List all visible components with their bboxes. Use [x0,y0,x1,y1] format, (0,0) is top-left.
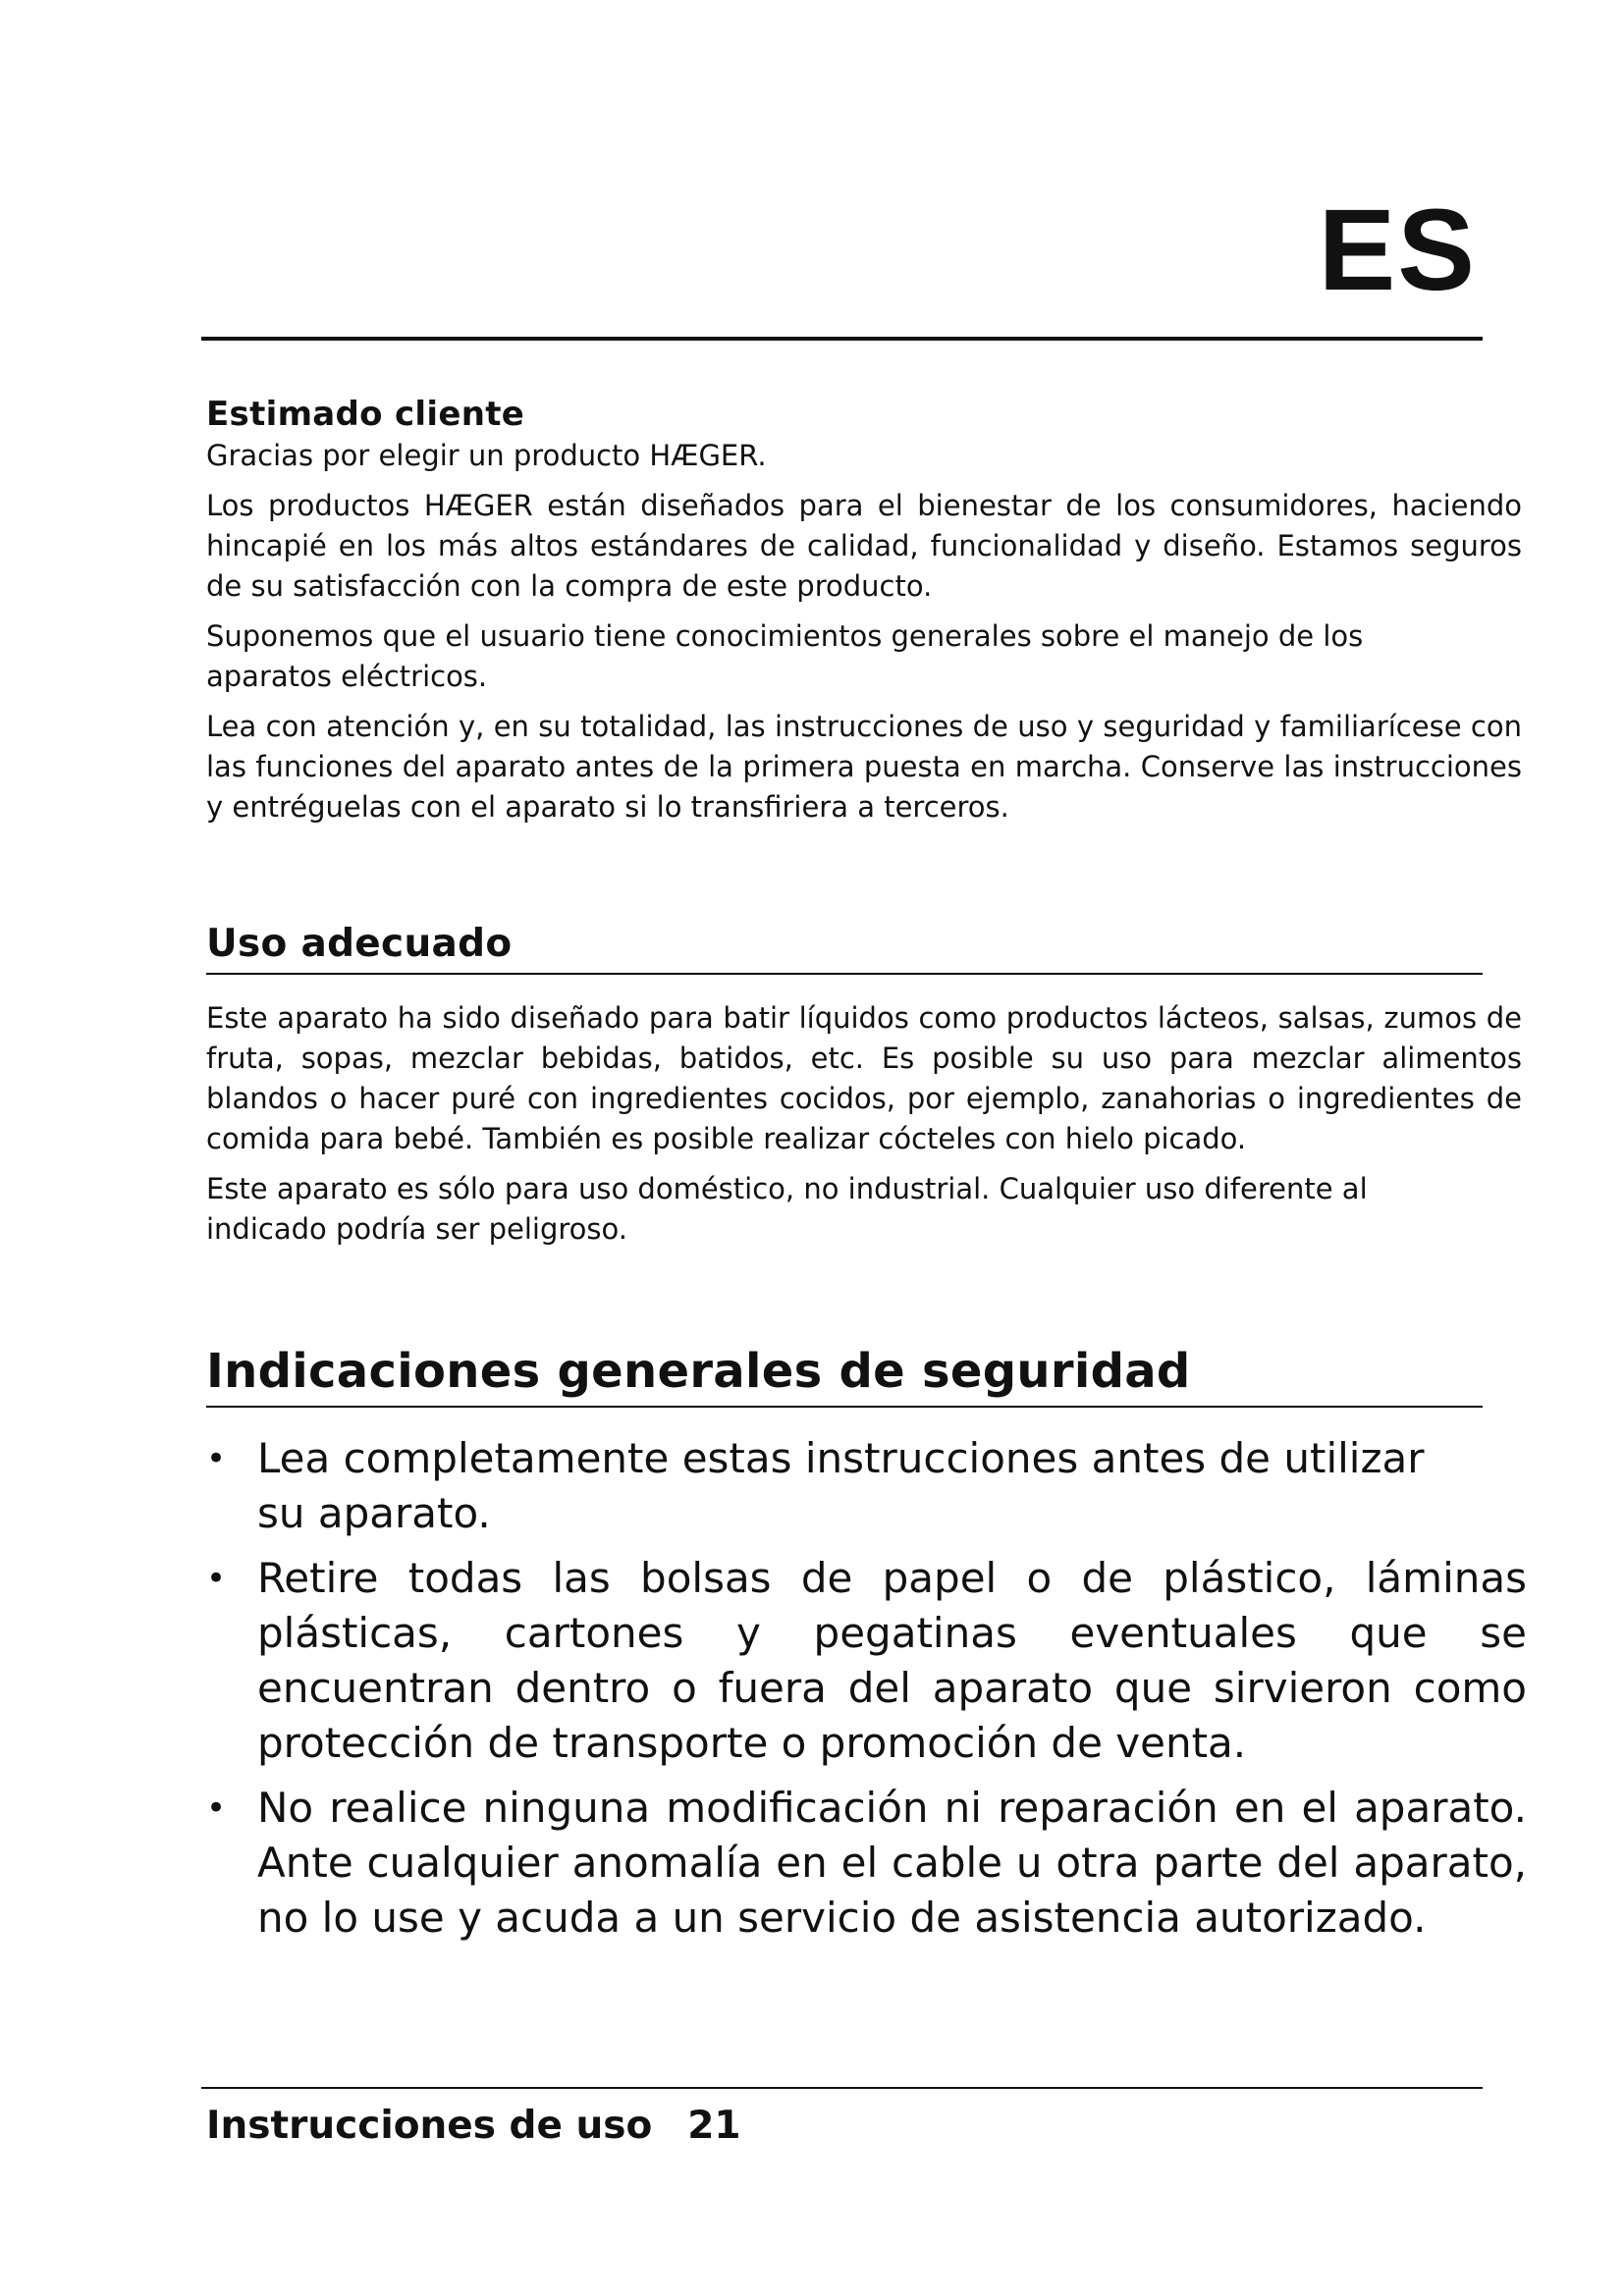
uso-paragraph: Este aparato es sólo para uso doméstico, no industrial. Cualquier uso diferente al indicado podría ser peligroso. [206,1172,1368,1246]
safety-list-item: • Retire todas las bolsas de papel o de plástico, láminas plásticas, cartones y pegatinas eventuales que se encuentran dentro o fuera del aparato que sirvieron como protección de transporte o promoción de venta. [206,1551,1527,1771]
page-number: 21 [687,2104,741,2148]
footer-label: Instrucciones de uso [206,2104,653,2148]
uso-heading: Uso adecuado [206,922,513,966]
intro-paragraph: Gracias por elegir un producto HÆGER. [206,439,767,472]
safety-list-item: • No realice ninguna modificación ni reparación en el aparato. Ante cualquier anomalía en el cable u otra parte del aparato, no lo use y acuda a un servicio de asistencia autorizado. [206,1781,1527,1946]
intro-section [206,393,1522,828]
intro-heading: Estimado cliente [206,395,525,434]
safety-heading: Indicaciones generales de seguridad [206,1344,1191,1399]
safety-section [206,1341,1527,1955]
uso-paragraph: Este aparato ha sido diseñado para batir líquidos como productos lácteos, salsas, zumos de fruta, sopas, mezclar bebidas, batidos, etc. Es posible su uso para mezclar alimentos blandos o hacer puré con ingredientes cocidos, por ejemplo, zanahorias o ingredientes de comida para bebé. También es posible realizar cócteles con hielo picado. [206,1001,1522,1155]
safety-list [206,1431,1527,1946]
uso-heading-rule [206,973,1483,975]
intro-paragraph: Los productos HÆGER están diseñados para el bienestar de los consumidores, haciendo hincapié en los más altos estándares de calidad, funcionalidad y diseño. Estamos seguros de su satisfacción con la compra de este producto. [206,489,1522,603]
uso-section [206,920,1522,1250]
page-footer [206,2102,741,2151]
intro-paragraph: Suponemos que el usuario tiene conocimientos generales sobre el manejo de los aparatos eléctricos. [206,619,1364,693]
language-code: ES [1318,186,1477,315]
footer-rule [201,2087,1483,2089]
intro-paragraph: Lea con atención y, en su totalidad, las instrucciones de uso y seguridad y familiarícese con las funciones del aparato antes de la primera puesta en marcha. Conserve las instrucciones y entréguelas con el aparato si lo transfiriera a terceros. [206,710,1522,824]
header-rule [201,337,1483,341]
safety-heading-rule [206,1406,1483,1408]
safety-list-item: • Lea completamente estas instrucciones antes de utilizar su aparato. [206,1431,1527,1541]
